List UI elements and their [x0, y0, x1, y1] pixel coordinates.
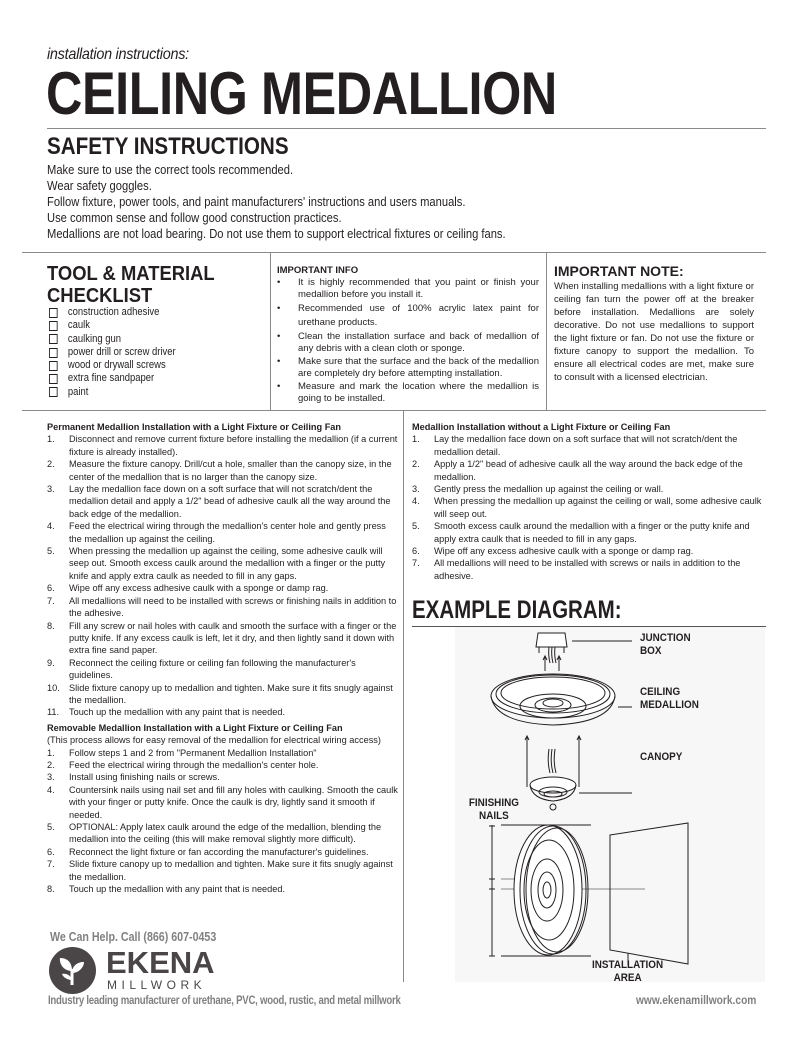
important-info-heading: IMPORTANT INFO [277, 265, 359, 276]
step: 6. Wipe off any excess adhesive caulk with a sponge or damp rag. [412, 546, 694, 557]
safety-item: Wear safety goggles. [47, 178, 152, 193]
diagram-heading: EXAMPLE DIAGRAM: [412, 596, 622, 624]
step: 1. Lay the medallion face down on a soft surface that will not scratch/dent the medallion detail. [412, 434, 738, 457]
label-ceiling-medallion: CEILING MEDALLION [640, 686, 699, 711]
important-info [277, 265, 539, 406]
checkbox[interactable] [49, 361, 58, 371]
checklist-item[interactable]: wood or drywall screws [49, 359, 176, 372]
step: 2. Measure the fixture canopy. Drill/cut a hole, smaller than the canopy size, in the center of the medallion that is no larger than the canopy size. [47, 459, 392, 482]
divider-col1 [270, 252, 271, 410]
permanent-steps [47, 433, 399, 718]
label-installation-area: INSTALLATION AREA [592, 959, 664, 984]
step: 2. Feed the electrical wiring through the medallion's center hole. [47, 759, 319, 770]
checkbox[interactable] [49, 374, 58, 384]
step: 7. All medallions will need to be installed with screws or finishing nails in addition to the adhesive. [47, 595, 397, 619]
step: 4. When pressing the medallion up against the ceiling or wall, some adhesive caulk will seep out. [412, 496, 762, 519]
step: 5. OPTIONAL: Apply latex caulk around the edge of the medallion, blending the medallion into the ceiling (this will make removal slightly more difficult). [47, 822, 382, 845]
step: 1. Follow steps 1 and 2 from "Permanent Medallion Installation" [47, 747, 317, 758]
bullet-icon: • [277, 303, 281, 314]
ceiling-medallion-icon [491, 674, 632, 725]
bullet-icon: • [277, 331, 281, 342]
checklist-item[interactable]: paint [49, 386, 176, 399]
safety-item: Make sure to use the correct tools recommended. [47, 162, 294, 177]
without-fixture-steps [412, 433, 764, 582]
website-link[interactable]: www.ekenamillwork.com [636, 993, 757, 1007]
step: 3. Lay the medallion face down on a soft surface that will not scratch/dent the medallion detail and apply a 1/2" bead of adhesive caulk all the way around the back edge of the medallion. [47, 484, 391, 519]
brand-subtitle: MILLWORK [107, 978, 207, 992]
installation-area-icon [610, 823, 688, 965]
step: 3. Gently press the medallion up against the ceiling or wall. [412, 484, 664, 495]
permanent-section [47, 421, 399, 895]
logo-leaf-icon [49, 947, 96, 994]
checklist-heading: TOOL & MATERIAL CHECKLIST [47, 263, 215, 307]
step: 9. Reconnect the ceiling fixture or ceiling fan following the manufacturer's guidelines. [47, 657, 356, 681]
info-item: • Clean the installation surface and back of medallion of any debris with a clean cloth or sponge. [277, 331, 539, 354]
info-item: • Recommended use of 100% acrylic latex paint for urethane products. [277, 303, 539, 328]
divider-col2 [546, 252, 547, 410]
step: 8. Touch up the medallion with any paint that is needed. [47, 884, 286, 895]
bullet-icon: • [277, 277, 281, 288]
removable-title: Removable Medallion Installation with a Light Fixture or Ceiling Fan [47, 722, 343, 733]
divider-safety [22, 252, 766, 253]
info-item: • It is highly recommended that you paint or finish your medallion before you install it. [277, 277, 539, 300]
junction-box-icon [536, 633, 632, 671]
checklist [49, 306, 176, 399]
without-fixture-title: Medallion Installation without a Light Fixture or Ceiling Fan [412, 422, 671, 432]
safety-item: Follow fixture, power tools, and paint manufacturers' instructions and users manuals. [47, 194, 466, 209]
step: 7. All medallions will need to be installed with screws or nails in addition to the adhesive. [412, 558, 741, 581]
label-canopy: CANOPY [640, 751, 683, 763]
step: 5. Smooth excess caulk around the medallion with a finger or the putty knife and apply extra caulk that is needed to fill in any gaps. [412, 521, 750, 544]
important-note-body: When installing medallions with a light fixture or ceiling fan turn the power off at the breaker before installation. Medallions are solely decorative. Do not use medallions to support the light fixture or fan. Do not use the fixture or fixture canopy to support the medallion. To ensure all electrical codes are met, make sure to consult with a licensed electrician. [554, 281, 754, 383]
step: 8. Fill any screw or nail holes with caulk and smooth the surface with a finger or the putty knife. If any excess caulk is left, let it dry, and then lightly sand it down with extra fine sand paper. [47, 620, 397, 656]
info-item: • Measure and mark the location where the medallion is going to be installed. [277, 381, 539, 404]
checkbox[interactable] [49, 387, 58, 397]
checklist-item[interactable]: extra fine sandpaper [49, 372, 176, 385]
step: 1. Disconnect and remove current fixture before installing the medallion (if a current fixture is already installed). [47, 434, 398, 457]
step: 2. Apply a 1/2" bead of adhesive caulk all the way around the back edge of the medallion. [412, 459, 743, 482]
important-info-list [277, 277, 539, 405]
step: 6. Reconnect the light fixture or fan according the manufacturer's guidelines. [47, 846, 369, 857]
divider-header [47, 128, 766, 129]
step: 10. Slide fixture canopy up to medallion and tighten. Make sure it fits snugly against the medallion. [47, 682, 393, 705]
bullet-icon: • [277, 356, 281, 367]
document-title: CEILING MEDALLION [46, 60, 557, 127]
step: 6. Wipe off any excess adhesive caulk with a sponge or damp rag. [47, 583, 329, 594]
label-junction-box: JUNCTION BOX [640, 632, 691, 657]
safety-item: Medallions are not load bearing. Do not use them to support electrical fixtures or ceiling fans. [47, 226, 506, 241]
document-subtitle: installation instructions: [47, 46, 189, 63]
checklist-item[interactable]: power drill or screw driver [49, 346, 176, 359]
safety-heading: SAFETY INSTRUCTIONS [47, 133, 289, 160]
safety-item: Use common sense and follow good construction practices. [47, 210, 342, 225]
checkbox[interactable] [49, 348, 58, 358]
checklist-item[interactable]: caulking gun [49, 333, 176, 346]
step: 11. Touch up the medallion with any paint that is needed. [47, 707, 286, 718]
bullet-icon: • [277, 381, 281, 392]
without-fixture-section [412, 421, 764, 582]
removable-subtitle: (This process allows for easy removal of the medallion for electrical wiring access) [47, 735, 381, 746]
checkbox[interactable] [49, 321, 58, 331]
divider-lower [403, 410, 404, 982]
checkbox[interactable] [49, 334, 58, 344]
side-view-medallion-icon [489, 825, 645, 956]
important-note-heading: IMPORTANT NOTE: [554, 263, 684, 279]
info-item: • Make sure that the surface and the back of the medallion are completely dry before attempting installation. [277, 356, 539, 379]
step: 4. Feed the electrical wiring through the medallion's center hole and gently press the medallion up against the ceiling. [47, 521, 386, 544]
checkbox[interactable] [49, 308, 58, 318]
checklist-item[interactable]: caulk [49, 319, 176, 332]
canopy-icon [525, 736, 632, 810]
safety-list [47, 162, 506, 242]
brand-name: EKENA [106, 945, 215, 980]
step: 5. When pressing the medallion up against the ceiling, some adhesive caulk will seep out. Smooth excess caulk around the medallion with a finger or the putty knife and apply extra caulk as needed to fill in any gaps. [47, 546, 386, 581]
removable-steps [47, 747, 399, 896]
important-note [554, 263, 754, 384]
divider-checklist [22, 410, 766, 411]
tagline: Industry leading manufacturer of urethane, PVC, wood, rustic, and metal millwork [48, 993, 401, 1007]
permanent-title: Permanent Medallion Installation with a Light Fixture or Ceiling Fan [47, 422, 342, 432]
step: 7. Slide fixture canopy up to medallion and tighten. Make sure it fits snugly against the medallion. [47, 859, 393, 882]
step: 4. Countersink nails using nail set and fill any holes with caulking. Smooth the caulk with your finger or putty knife. Once the caulk is dry, lightly sand it smooth if needed. [47, 784, 398, 820]
checklist-item[interactable]: construction adhesive [49, 306, 176, 319]
step: 3. Install using finishing nails or screws. [47, 772, 220, 783]
label-finishing-nails: FINISHING NAILS [468, 797, 519, 822]
help-phone[interactable]: We Can Help. Call (866) 607-0453 [50, 929, 217, 944]
